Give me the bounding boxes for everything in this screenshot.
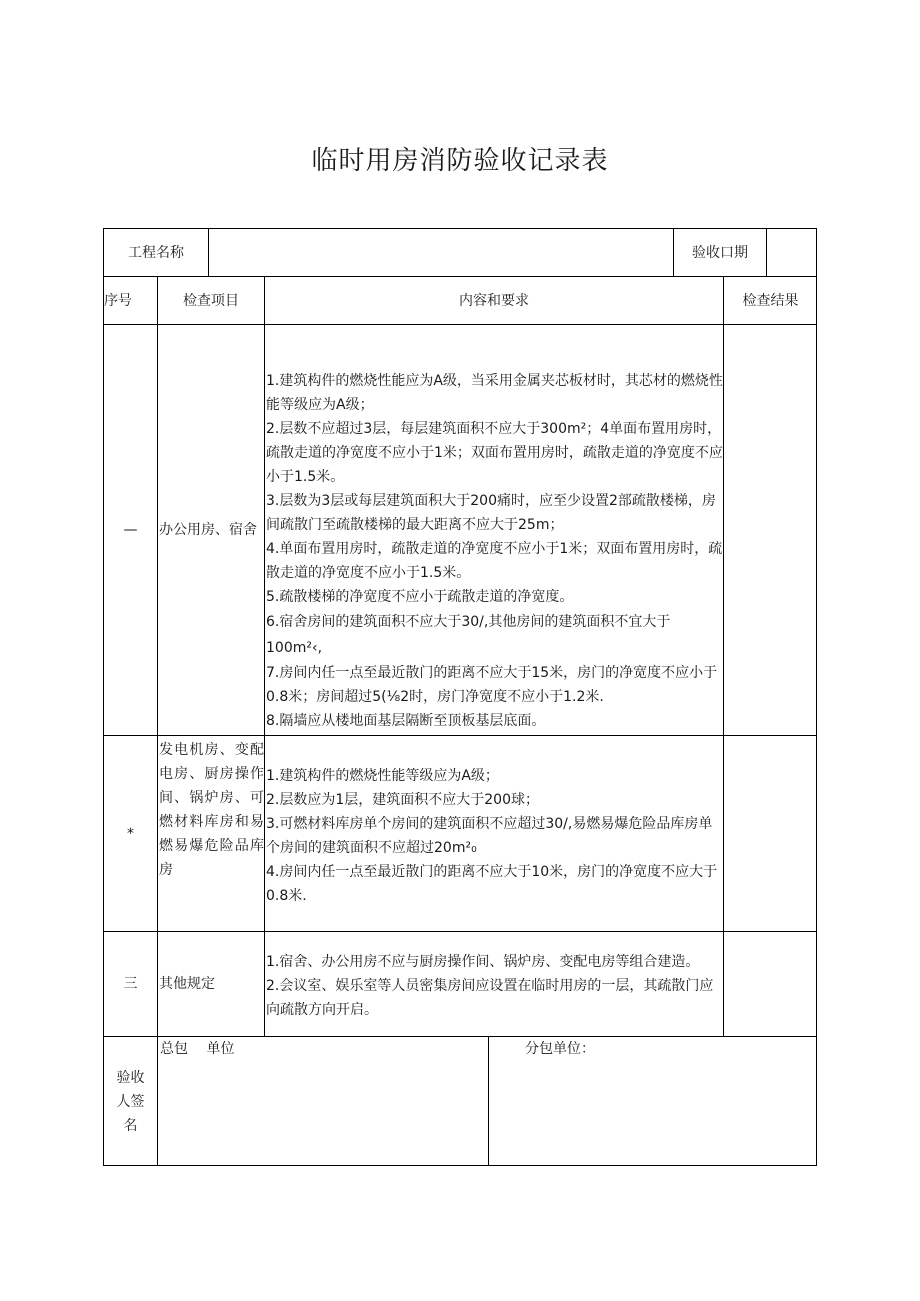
row-2-seq: *	[104, 736, 158, 932]
row-1-line-7: 7.房间内任一点至最近散门的距离不应大于15米，房门的净宽度不应小于0.8米；房间超过5(⅛2时，房门净宽度不应小于1.2米.	[266, 665, 718, 705]
row-2-item-text: 发电机房、变配电房、厨房操作间、锅炉房、可燃材料库房和易燃易爆危险品库房	[159, 742, 264, 878]
row-3-content	[265, 932, 724, 1037]
row-1-item-text: 办公用房、宿舍	[159, 522, 257, 538]
row-1-line-3: 3.层数为3层或每层建筑面积大于200痛时，应至少设置2部疏散楼梯，房间疏散门至疏散楼梯的最大距离不应大于25m；	[266, 493, 716, 533]
row-3-line-2: 2.会议室、娱乐室等人员密集房间应设置在临时用房的一层，其疏散门应向疏散方向开启。	[266, 978, 714, 1018]
row-1-line-5: 5.疏散楼梯的净宽度不应小于疏散走道的净宽度。	[266, 589, 574, 605]
row-2-item	[158, 736, 265, 932]
row-2-line-3: 3.可燃材料库房单个房间的建筑面积不应超过30/,易燃易爆危险品库房单个房间的建筑面积不应超过20m²₀	[266, 816, 713, 856]
row-2-line-1: 1.建筑构件的燃烧性能等级应为A级；	[266, 768, 499, 784]
acceptance-date-field[interactable]	[767, 229, 817, 277]
column-header-content: 内容和要求	[265, 277, 724, 325]
row-1-line-1: 1.建筑构件的燃烧性能应为A级，当采用金属夹芯板材时，其芯材的燃烧性能等级应为A级；	[266, 373, 723, 413]
column-header-result: 检查结果	[724, 277, 817, 325]
row-1-line-8: 8.隔墙应从楼地面基层隔断至顶板基层底面。	[266, 713, 546, 729]
row-3-result[interactable]	[724, 932, 817, 1037]
subcontractor-signature[interactable]	[489, 1037, 817, 1166]
project-name-field[interactable]	[209, 229, 674, 277]
row-1-result[interactable]	[724, 325, 817, 736]
row-1-line-4: 4.单面布置用房时，疏散走道的净宽度不应小于1米；双面布置用房时，疏散走道的净宽度不应小于1.5米。	[266, 541, 723, 581]
row-3-item-text: 其他规定	[159, 976, 215, 992]
row-2-line-2: 2.层数应为1层，建筑面积不应大于200球；	[266, 792, 539, 808]
project-name-label: 工程名称	[104, 229, 209, 277]
column-header-seq: 序号	[104, 277, 158, 325]
row-2-line-4: 4.房间内任一点至最近散门的距离不应大于10米，房门的净宽度不应大于0.8米.	[266, 864, 718, 904]
row-2-result[interactable]	[724, 736, 817, 932]
row-1-line-6: 6.宿舍房间的建筑面积不应大于30/,其他房间的建筑面积不宜大于100m²‹,	[266, 614, 671, 656]
acceptance-date-label: 验收口期	[674, 229, 767, 277]
page-title: 临时用房消防验收记录表	[311, 146, 609, 176]
row-1-item	[158, 325, 265, 736]
acceptance-record-table	[103, 228, 817, 1166]
general-contractor-label: 总包 单位	[160, 1041, 235, 1057]
row-1-line-2: 2.层数不应超过3层，每层建筑面积不应大于300m²；4单面布置用房时，疏散走道的净宽度不应小于1米；双面布置用房时，疏散走道的净宽度不应小于1.5米。	[266, 421, 723, 485]
row-1-seq: —	[104, 325, 158, 736]
row-1-content	[265, 325, 724, 736]
row-3-item	[158, 932, 265, 1037]
column-header-item: 检查项目	[158, 277, 265, 325]
row-3-seq: 三	[104, 932, 158, 1037]
subcontractor-label: 分包单位：	[525, 1041, 595, 1057]
row-3-line-1: 1.宿舍、办公用房不应与厨房操作间、锅炉房、变配电房等组合建造。	[266, 954, 700, 970]
general-contractor-signature[interactable]	[158, 1037, 489, 1166]
signature-label: 验收人签名	[104, 1037, 158, 1166]
row-2-content	[265, 736, 724, 932]
